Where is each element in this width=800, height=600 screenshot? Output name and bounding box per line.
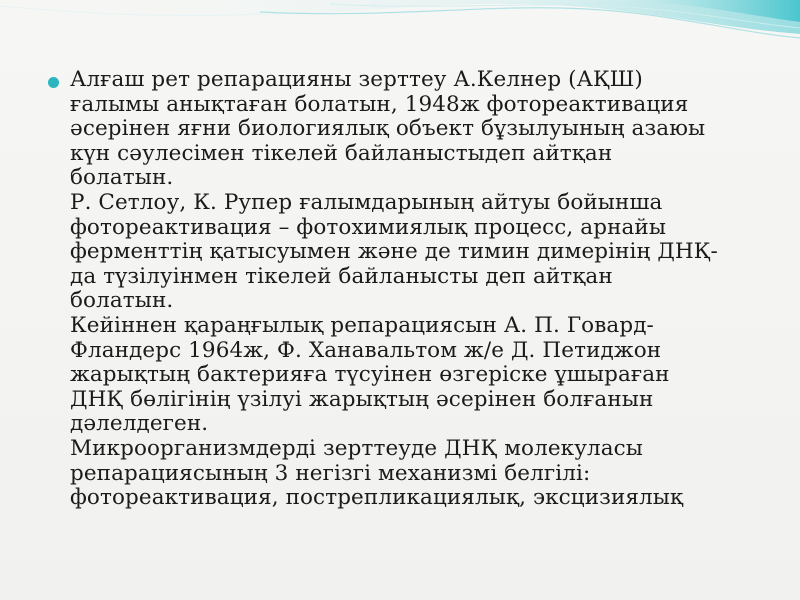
wave-band-1 (0, 0, 800, 34)
text-line: фотореактивация, пострепликациялық, эксцизиялық (70, 485, 684, 511)
text-line: Кейіннен қараңғылық репарациясын А. П. Говард- (70, 312, 654, 338)
text-line: репарациясының 3 негізгі механизмі белгілі: (70, 460, 591, 486)
text-line: Фландерс 1964ж, Ф. Ханавальтом ж/е Д. Петиджон (70, 337, 662, 363)
text-line: болатын. (70, 165, 174, 191)
text-line: Микроорганизмдерді зерттеуде ДНҚ молекуласы (70, 435, 643, 461)
bullet-icon (48, 77, 59, 88)
text-line: жарықтың бактерияға түсуінен өзгеріске ұшыраған (70, 362, 670, 388)
text-line: ДНҚ бөлігінің үзілуі жарықтың әсерінен болғанын (70, 386, 654, 412)
bullet-paragraph (48, 68, 788, 511)
text-line: күн сәулесімен тікелей байланыстыдеп айтқан (70, 140, 613, 166)
text-line: Алғаш рет репарацияны зерттеу А.Келнер (АҚШ) (70, 67, 643, 92)
text-line: ферменттің қатысуымен және де тимин димерінің ДНҚ- (70, 239, 718, 265)
text-line: дәлелдеген. (70, 411, 209, 437)
slide-content (48, 68, 788, 511)
text-line: фотореактивация – фотохимиялық процесс, арнайы (70, 214, 667, 240)
text-line: болатын. (70, 288, 174, 314)
paragraph-text (70, 68, 788, 511)
text-line: Р. Сетлоу, К. Рупер ғалымдарының айтуы бойынша (70, 189, 663, 215)
text-line: әсерінен яғни биологиялық объект бұзылуының азаюы (70, 116, 706, 142)
text-line: ғалымы анықтаған болатын, 1948ж фотореактивация (70, 91, 689, 117)
text-line: да түзілуінмен тікелей байланысты деп айтқан (70, 263, 613, 289)
